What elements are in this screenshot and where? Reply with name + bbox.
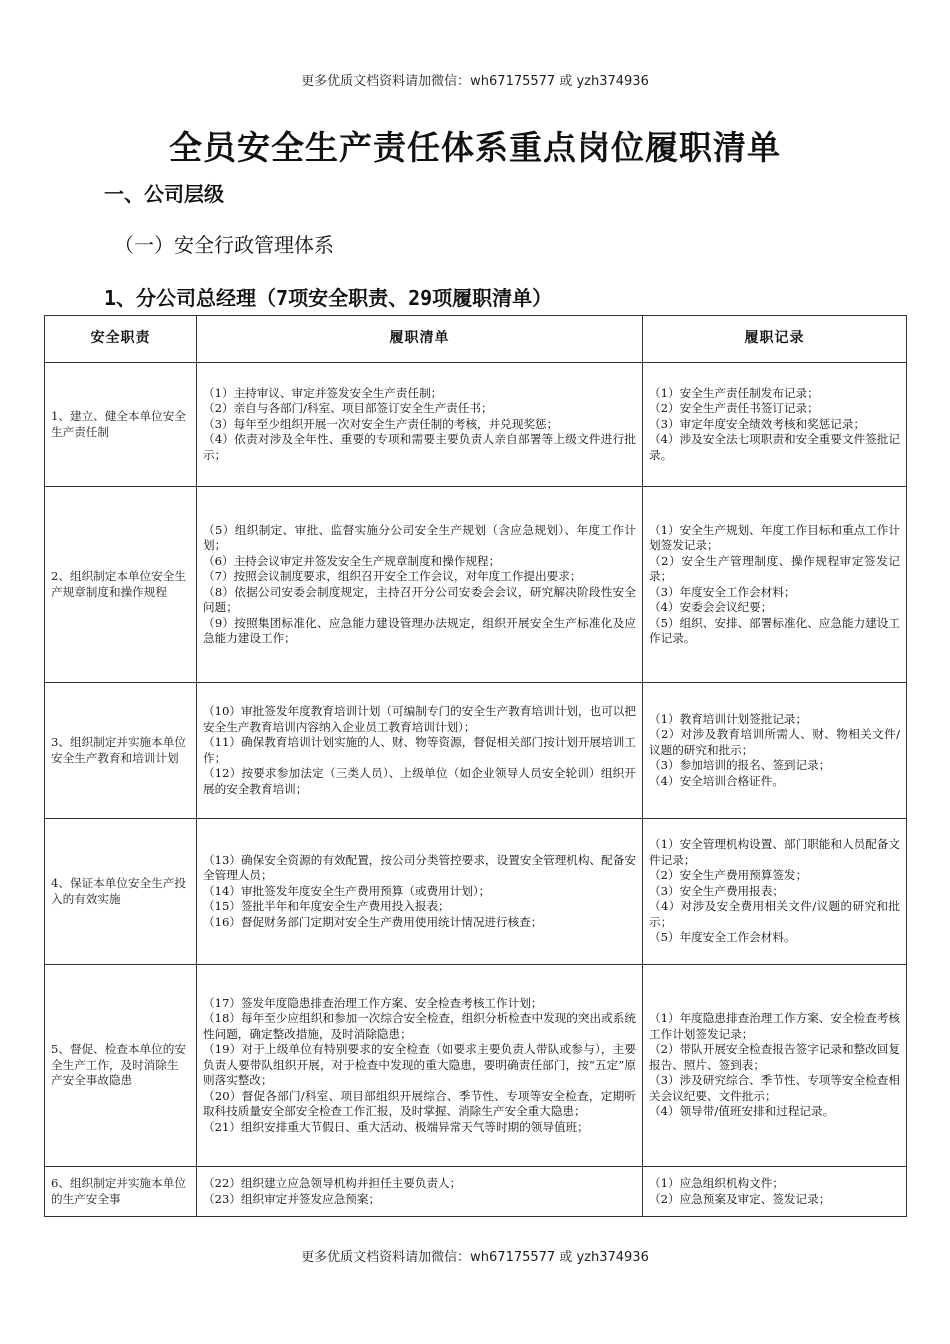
list-item: （20）督促各部门/科室、项目部组织开展综合、季节性、专项等安全检查，定期听取科技质量安全部安全检查工作汇报，及时掌握、消除生产安全重大隐患； (203, 1088, 636, 1119)
list-item: （9）按照集团标准化、应急能力建设管理办法规定，组织开展安全生产标准化及应急能力建设工作； (203, 615, 636, 645)
document-title: 全员安全生产责任体系重点岗位履职清单 (169, 128, 781, 167)
table-header-row (45, 316, 907, 363)
record-item: （1）教育培训计划签批记录； (649, 711, 808, 726)
record-item: （3）安全生产费用报表； (649, 883, 784, 898)
record-item: （3）审定年度安全绩效考核和奖惩记录； (649, 416, 866, 431)
table-row (45, 363, 907, 487)
records-cell (643, 965, 907, 1167)
list-item: （23）组织审定并签发应急预案； (203, 1191, 381, 1206)
list-item: （18）每年至少应组织和参加一次综合安全检查，组织分析检查中发现的突出或系统性问题，确定整改措施，及时消除隐患； (203, 1011, 636, 1041)
records-cell (643, 487, 907, 683)
duty-cell: 2、组织制定本单位安全生产规章制度和操作规程 (45, 487, 197, 683)
watermark-top: 更多优质文档资料请加微信：wh67175577 或 yzh374936 (301, 74, 649, 89)
list-cell (197, 487, 643, 683)
list-item: （3）每年至少组织开展一次对安全生产责任制的考核，并兑现奖惩； (203, 416, 559, 431)
list-item: （4）依责对涉及全年性、重要的专项和需要主要负责人亲自部署等上级文件进行批示； (203, 432, 636, 462)
list-item: （22）组织建立应急领导机构并担任主要负责人； (203, 1176, 462, 1190)
list-cell (197, 683, 643, 819)
table-row (45, 965, 907, 1167)
header-records: 履职记录 (643, 316, 907, 363)
list-item: （2）亲自与各部门/科室、项目部签订安全生产责任书； (203, 401, 493, 416)
duty-cell: 1、建立、健全本单位安全生产责任制 (45, 363, 197, 487)
list-item: （12）按要求参加法定（三类人员）、上级单位（如企业领导人员安全轮训）组织开展的安全教育培训； (203, 766, 636, 796)
record-item: （1）年度隐患排查治理工作方案、安全检查考核工作计划签发记录； (649, 1011, 900, 1041)
list-item: （5）组织制定、审批、监督实施分公司安全生产规划（含应急规划）、年度工作计划； (203, 522, 636, 552)
record-item: （1）安全生产规划、年度工作目标和重点工作计划签发记录； (649, 522, 900, 552)
records-cell (643, 819, 907, 965)
list-item: （21）组织安排重大节假日、重大活动、极端异常天气等时期的领导值班； (203, 1119, 589, 1134)
record-item: （1）应急组织机构文件； (649, 1176, 784, 1190)
watermark-bottom: 更多优质文档资料请加微信：wh67175577 或 yzh374936 (301, 1250, 649, 1265)
duty-cell: 5、督促、检查本单位的安全生产工作，及时消除生产安全事故隐患 (45, 965, 197, 1167)
table-row (45, 819, 907, 965)
section-heading-1: 一、公司层级 (104, 182, 224, 206)
record-item: （4）对涉及安全费用相关文件/议题的研究和批示； (649, 899, 900, 929)
section-heading-2: （一）安全行政管理体系 (114, 233, 334, 257)
record-item: （1）安全管理机构设置、部门职能和人员配备文件记录； (649, 837, 900, 867)
header-list: 履职清单 (197, 316, 643, 363)
list-cell (197, 819, 643, 965)
list-item: （11）确保教育培训计划实施的人、财、物等资源，督促相关部门按计划开展培训工作； (203, 735, 636, 765)
list-cell (197, 1167, 643, 1217)
record-item: （2）安全生产费用预算签发； (649, 868, 808, 883)
duty-cell: 4、保证本单位安全生产投入的有效实施 (45, 819, 197, 965)
table-row (45, 683, 907, 819)
list-item: （8）依据公司安委会制度规定，主持召开分公司安委会会议，研究解决阶段性安全问题； (203, 584, 636, 614)
record-item: （4）涉及安全法七项职责和安全重要文件签批记录。 (649, 432, 900, 462)
section-heading-3: 1、分公司总经理（7项安全职责、29项履职清单） (104, 286, 553, 310)
record-item: （3）参加培训的报名、签到记录； (649, 758, 831, 773)
list-item: （10）审批签发年度教育培训计划（可编制专门的安全生产教育培训计划，也可以把安全生产教育培训内容纳入企业员工教育培训计划）； (203, 704, 636, 734)
list-cell (197, 363, 643, 487)
record-item: （2）安全生产管理制度、操作规程审定签发记录； (649, 553, 900, 583)
list-item: （19）对于上级单位有特别要求的安全检查（如要求主要负责人带队或参与），主要负责人要带队组织开展，对于检查中发现的重大隐患，要明确责任部门，按“五定”原则落实整改； (203, 1042, 636, 1088)
duty-table (44, 315, 907, 1217)
list-cell (197, 965, 643, 1167)
record-item: （4）安委会会议纪要； (649, 600, 773, 614)
list-item: （1）主持审议、审定并签发安全生产责任制； (203, 385, 443, 400)
record-item: （2）安全生产责任书签订记录； (649, 401, 819, 416)
record-item: （2）应急预案及审定、签发记录； (649, 1191, 831, 1206)
table-row (45, 487, 907, 683)
records-cell (643, 363, 907, 487)
records-cell (643, 1167, 907, 1217)
list-item: （15）签批半年和年度安全生产费用投入报表； (203, 899, 450, 914)
list-item: （17）签发年度隐患排查治理工作方案、安全检查考核工作计划； (203, 995, 543, 1010)
records-cell (643, 683, 907, 819)
header-duty: 安全职责 (45, 316, 197, 363)
record-item: （3）年度安全工作会材料； (649, 584, 796, 599)
list-item: （13）确保安全资源的有效配置，按公司分类管控要求，设置安全管理机构、配备安全管理人员； (203, 852, 636, 883)
record-item: （2）带队开展安全检查报告签字记录和整改回复报告、照片、签到表； (649, 1042, 900, 1072)
record-item: （4）安全培训合格证件。 (649, 773, 784, 788)
record-item: （2）对涉及教育培训所需人、财、物相关文件/议题的研究和批示； (649, 727, 900, 757)
list-item: （16）督促财务部门定期对安全生产费用使用统计情况进行核查； (203, 914, 543, 929)
list-item: （7）按照会议制度要求，组织召开安全工作会议，对年度工作提出要求； (203, 569, 582, 583)
list-item: （6）主持会议审定并签发安全生产规章制度和操作规程； (203, 553, 501, 568)
record-item: （4）领导带/值班安排和过程记录。 (649, 1104, 835, 1119)
record-item: （1）安全生产责任制发布记录； (649, 385, 819, 400)
record-item: （5）组织、安排、部署标准化、应急能力建设工作记录。 (649, 615, 900, 645)
table-row (45, 1167, 907, 1217)
duty-cell: 3、组织制定并实施本单位安全生产教育和培训计划 (45, 683, 197, 819)
record-item: （5）年度安全工作会材料。 (649, 930, 796, 945)
duty-cell: 6、组织制定并实施本单位的生产安全事 (45, 1167, 197, 1217)
list-item: （14）审批签发年度安全生产费用预算（或费用计划）； (203, 883, 491, 898)
record-item: （3）涉及研究综合、季节性、专项等安全检查相关会议纪要、文件批示； (649, 1073, 900, 1103)
